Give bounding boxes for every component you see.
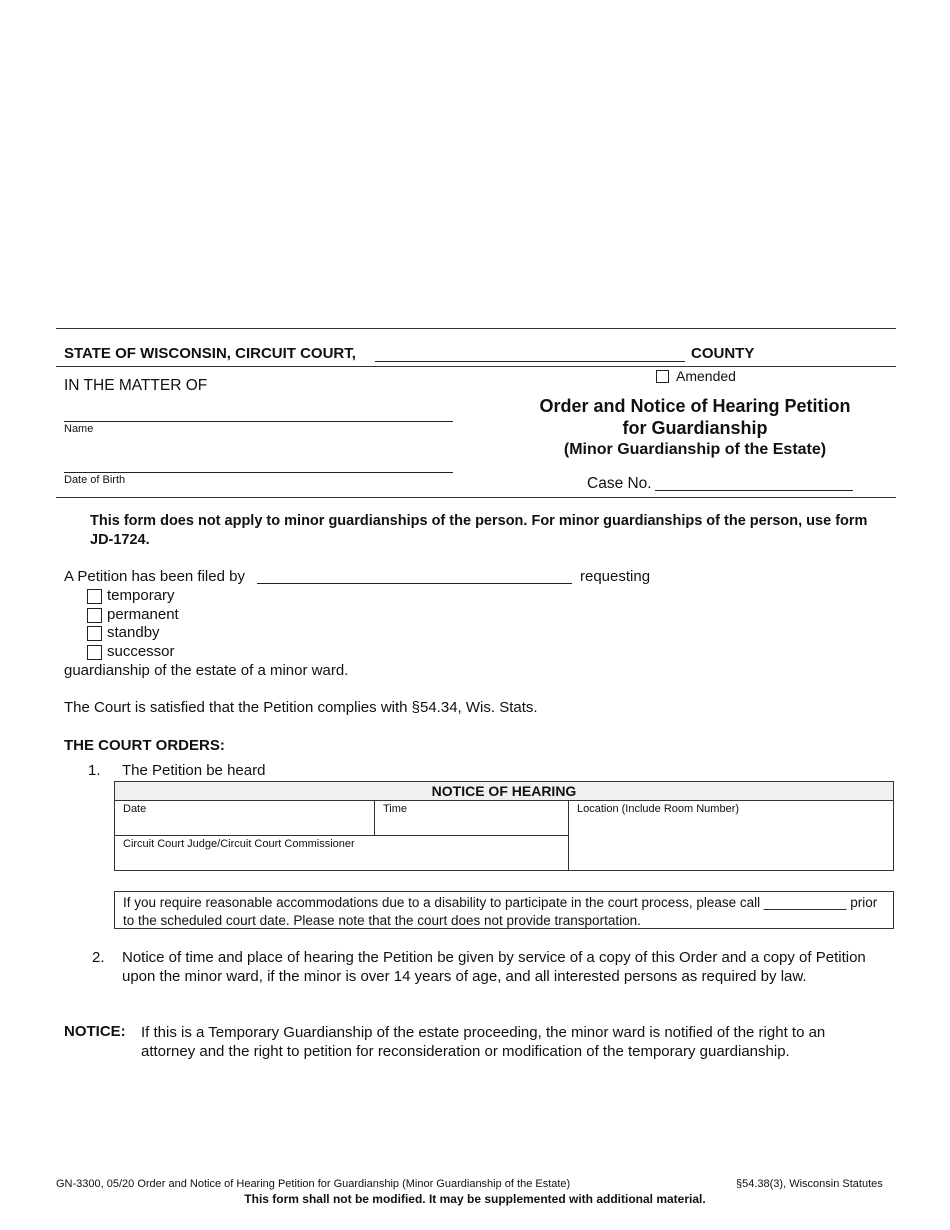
court-orders-heading: THE COURT ORDERS: xyxy=(64,737,225,754)
county-label: COUNTY xyxy=(691,345,755,362)
accommodations-notice: If you require reasonable accommodations due to a disability to participate in the court process, please call ___________ prior to the scheduled court date. Please note that the court does not provide transportation. xyxy=(114,891,894,929)
amended-checkbox[interactable] xyxy=(656,370,669,383)
notice-label: NOTICE: xyxy=(64,1023,126,1040)
successor-label: successor xyxy=(107,643,175,660)
form-title-line2: for Guardianship xyxy=(622,418,768,438)
temporary-label: temporary xyxy=(107,587,175,604)
state-court-label: STATE OF WISCONSIN, CIRCUIT COURT, xyxy=(64,345,356,362)
name-field[interactable] xyxy=(64,421,453,422)
notice-text: If this is a Temporary Guardianship of the estate proceeding, the minor ward is notified of the right to an attorney and the right to petition for reconsideration or modification of the temporary guardianship. xyxy=(141,1024,826,1060)
court-satisfied-text: The Court is satisfied that the Petition complies with §54.34, Wis. Stats. xyxy=(64,699,538,716)
petitioner-name-field[interactable] xyxy=(257,583,572,584)
header-top-rule xyxy=(56,328,896,329)
hearing-date-field[interactable]: Date xyxy=(123,803,147,815)
table-divider-date-time xyxy=(374,800,375,835)
guardianship-of-text: guardianship of the estate of a minor ward. xyxy=(64,662,349,679)
form-subtitle: (Minor Guardianship of the Estate) xyxy=(563,441,827,458)
case-number-field[interactable] xyxy=(655,490,853,491)
name-label: Name xyxy=(64,423,94,435)
hearing-judge-field[interactable]: Circuit Court Judge/Circuit Court Commissioner xyxy=(123,838,355,850)
hearing-location-field[interactable]: Location (Include Room Number) xyxy=(577,803,740,815)
footer-statute: §54.38(3), Wisconsin Statutes xyxy=(736,1178,883,1190)
form-title-line1: Order and Notice of Hearing Petition xyxy=(539,396,851,416)
footer-form-id: GN-3300, 05/20 Order and Notice of Hearing Petition for Guardianship (Minor Guardianship of the Estate) xyxy=(56,1178,571,1190)
item1-number: 1. xyxy=(88,762,101,779)
hearing-time-field[interactable]: Time xyxy=(383,803,408,815)
temporary-checkbox[interactable] xyxy=(87,589,102,604)
permanent-label: permanent xyxy=(107,606,179,623)
standby-label: standby xyxy=(107,624,160,641)
applicability-notice: This form does not apply to minor guardianships of the person. For minor guardianships of the person, use form JD-1724. xyxy=(90,513,868,548)
date-of-birth-label: Date of Birth xyxy=(64,474,126,486)
requesting-label: requesting xyxy=(580,568,651,585)
header-bottom-rule xyxy=(56,497,896,498)
successor-checkbox[interactable] xyxy=(87,645,102,660)
item2-text: Notice of time and place of hearing the Petition be given by service of a copy of this Order and a copy of Petition upon the minor ward, if the minor is over 14 years of age, and all interested persons as required by law. xyxy=(122,949,866,985)
in-the-matter-of-label: IN THE MATTER OF xyxy=(64,377,208,394)
notice-of-hearing-table xyxy=(114,781,894,871)
footer-not-modified: This form shall not be modified. It may be supplemented with additional material. xyxy=(244,1192,706,1206)
permanent-checkbox[interactable] xyxy=(87,608,102,623)
standby-checkbox[interactable] xyxy=(87,626,102,641)
header-second-rule xyxy=(56,366,896,367)
notice-of-hearing-title: NOTICE OF HEARING xyxy=(115,782,893,801)
county-name-field[interactable] xyxy=(375,361,685,362)
date-of-birth-field[interactable] xyxy=(64,472,453,473)
amended-label: Amended xyxy=(676,368,736,384)
case-number-label: Case No. xyxy=(587,475,652,492)
item2-number: 2. xyxy=(92,949,105,966)
item1-text: The Petition be heard xyxy=(122,762,266,779)
petition-filed-by-label: A Petition has been filed by xyxy=(64,568,245,585)
table-divider-judge xyxy=(115,835,569,836)
